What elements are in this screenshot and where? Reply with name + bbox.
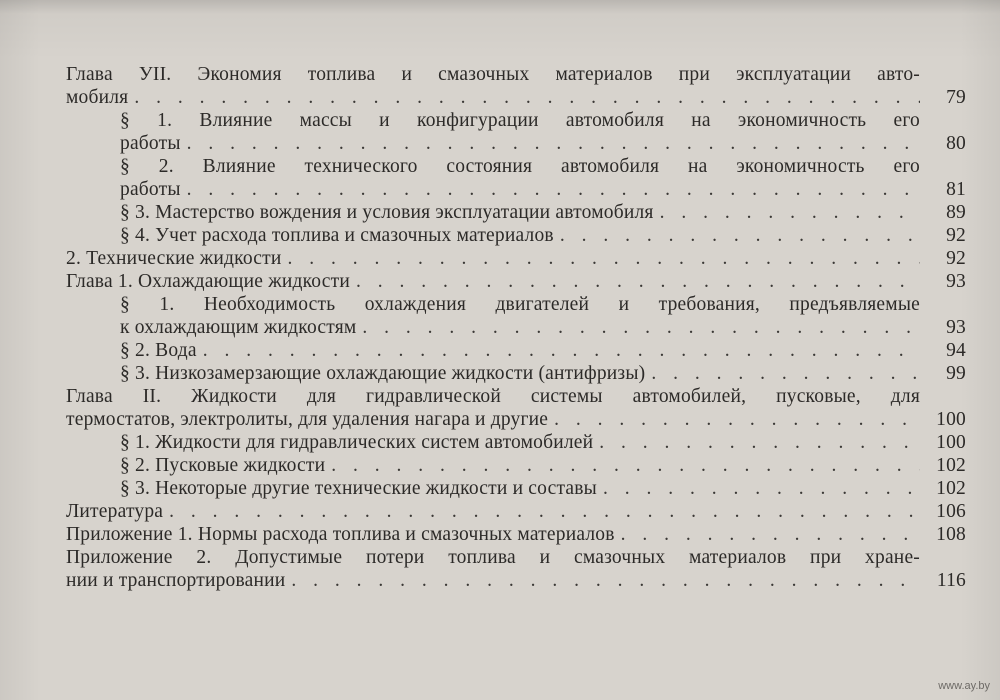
toc-entry-title: § 4. Учет расхода топлива и смазочных материалов [120,225,554,246]
toc-page-number: 102 [936,455,966,476]
dot-leader [603,477,920,500]
toc-entry [66,339,966,362]
toc-page-number: 100 [936,432,966,453]
dot-leader [356,270,920,293]
toc-entry-leader-line [120,477,966,500]
dot-leader [621,523,920,546]
toc-entry-title: § 3. Некоторые другие технические жидкости и составы [120,478,597,499]
toc-entry-title: к охлаждающим жидкостям [120,317,357,338]
toc-page-number: 102 [936,478,966,499]
toc-entry-leader-line [120,201,966,224]
toc-entry [66,155,966,201]
dot-leader [331,454,920,477]
toc-page-number: 92 [946,225,966,246]
toc-page-number: 116 [936,570,966,591]
toc-entry [66,477,966,500]
dot-leader [203,339,920,362]
toc-entry [66,454,966,477]
dot-leader [560,224,920,247]
toc-page-number: 94 [946,340,966,361]
toc-entry [66,500,966,523]
toc-entry [66,523,966,546]
toc-entry-leader-line [120,178,966,201]
toc-entry-leader-line [66,500,966,523]
toc-entry-leader-line [120,224,966,247]
toc-entry [66,362,966,385]
table-of-contents [66,63,966,592]
dot-leader [291,569,920,592]
site-watermark: www.ay.by [938,680,990,692]
toc-entry-title: Глава 1. Охлаждающие жидкости [66,271,350,292]
toc-entry-leader-line [120,132,966,155]
toc-entry-title: Приложение 1. Нормы расхода топлива и смазочных материалов [66,524,615,545]
toc-entry-leader-line [120,339,966,362]
toc-entry-leader-line [120,454,966,477]
toc-entry-title: работы [120,179,181,200]
dot-leader [599,431,920,454]
toc-entry-title-line: Приложение 2. Допустимые потери топлива и смазочных материалов при хране- [66,547,920,568]
dot-leader [554,408,920,431]
toc-entry [66,431,966,454]
toc-page-number: 93 [946,317,966,338]
dot-leader [362,316,920,339]
page-edge-shadow [0,0,1000,14]
toc-entry-title: § 3. Низкозамерзающие охлаждающие жидкости (антифризы) [120,363,646,384]
dot-leader [187,178,920,201]
toc-entry [66,109,966,155]
toc-entry [66,201,966,224]
toc-entry [66,546,966,592]
toc-entry-title: 2. Технические жидкости [66,248,282,269]
toc-entry-leader-line [66,408,966,431]
dot-leader [169,500,920,523]
toc-page-number: 100 [936,409,966,430]
toc-page-number: 108 [936,524,966,545]
toc-entry-leader-line [120,431,966,454]
toc-entry-leader-line [66,569,966,592]
toc-entry-title: нии и транспортировании [66,570,286,591]
toc-entry-leader-line [66,270,966,293]
dot-leader [134,86,920,109]
toc-entry [66,270,966,293]
toc-entry [66,247,966,270]
toc-entry-title-line: § 1. Влияние массы и конфигурации автомобиля на экономичность его [120,110,920,131]
toc-entry-title: § 1. Жидкости для гидравлических систем автомобилей [120,432,594,453]
toc-entry-title: § 3. Мастерство вождения и условия эксплуатации автомобиля [120,202,654,223]
toc-entry-title: § 2. Пусковые жидкости [120,455,326,476]
toc-page-number: 89 [946,202,966,223]
toc-entry-title-line: Глава УII. Экономия топлива и смазочных материалов при эксплуатации авто- [66,64,920,85]
toc-entry-title: термостатов, электролиты, для удаления нагара и другие [66,409,549,430]
toc-page-number: 106 [936,501,966,522]
toc-entry-leader-line [66,523,966,546]
toc-entry-leader-line [120,316,966,339]
dot-leader [651,362,920,385]
toc-entry-title-line: § 1. Необходимость охлаждения двигателей и требования, предъявляемые [120,294,920,315]
toc-page-number: 92 [946,248,966,269]
toc-page-number: 79 [946,87,966,108]
toc-entry [66,293,966,339]
toc-page-number: 81 [946,179,966,200]
toc-entry-title: мобиля [66,87,129,108]
toc-entry [66,385,966,431]
dot-leader [660,201,920,224]
toc-page-number: 80 [946,133,966,154]
toc-entry [66,63,966,109]
toc-entry-title: работы [120,133,181,154]
toc-entry-title-line: § 2. Влияние технического состояния автомобиля на экономичность его [120,156,920,177]
toc-entry-leader-line [66,86,966,109]
toc-entry [66,224,966,247]
toc-page-number: 93 [946,271,966,292]
toc-entry-leader-line [120,362,966,385]
dot-leader [187,132,920,155]
dot-leader [288,247,921,270]
toc-entry-title-line: Глава II. Жидкости для гидравлической системы автомобилей, пусковые, для [66,386,920,407]
toc-page-number: 99 [946,363,966,384]
toc-entry-leader-line [66,247,966,270]
toc-entry-title: Литература [66,501,164,522]
toc-entry-title: § 2. Вода [120,340,197,361]
